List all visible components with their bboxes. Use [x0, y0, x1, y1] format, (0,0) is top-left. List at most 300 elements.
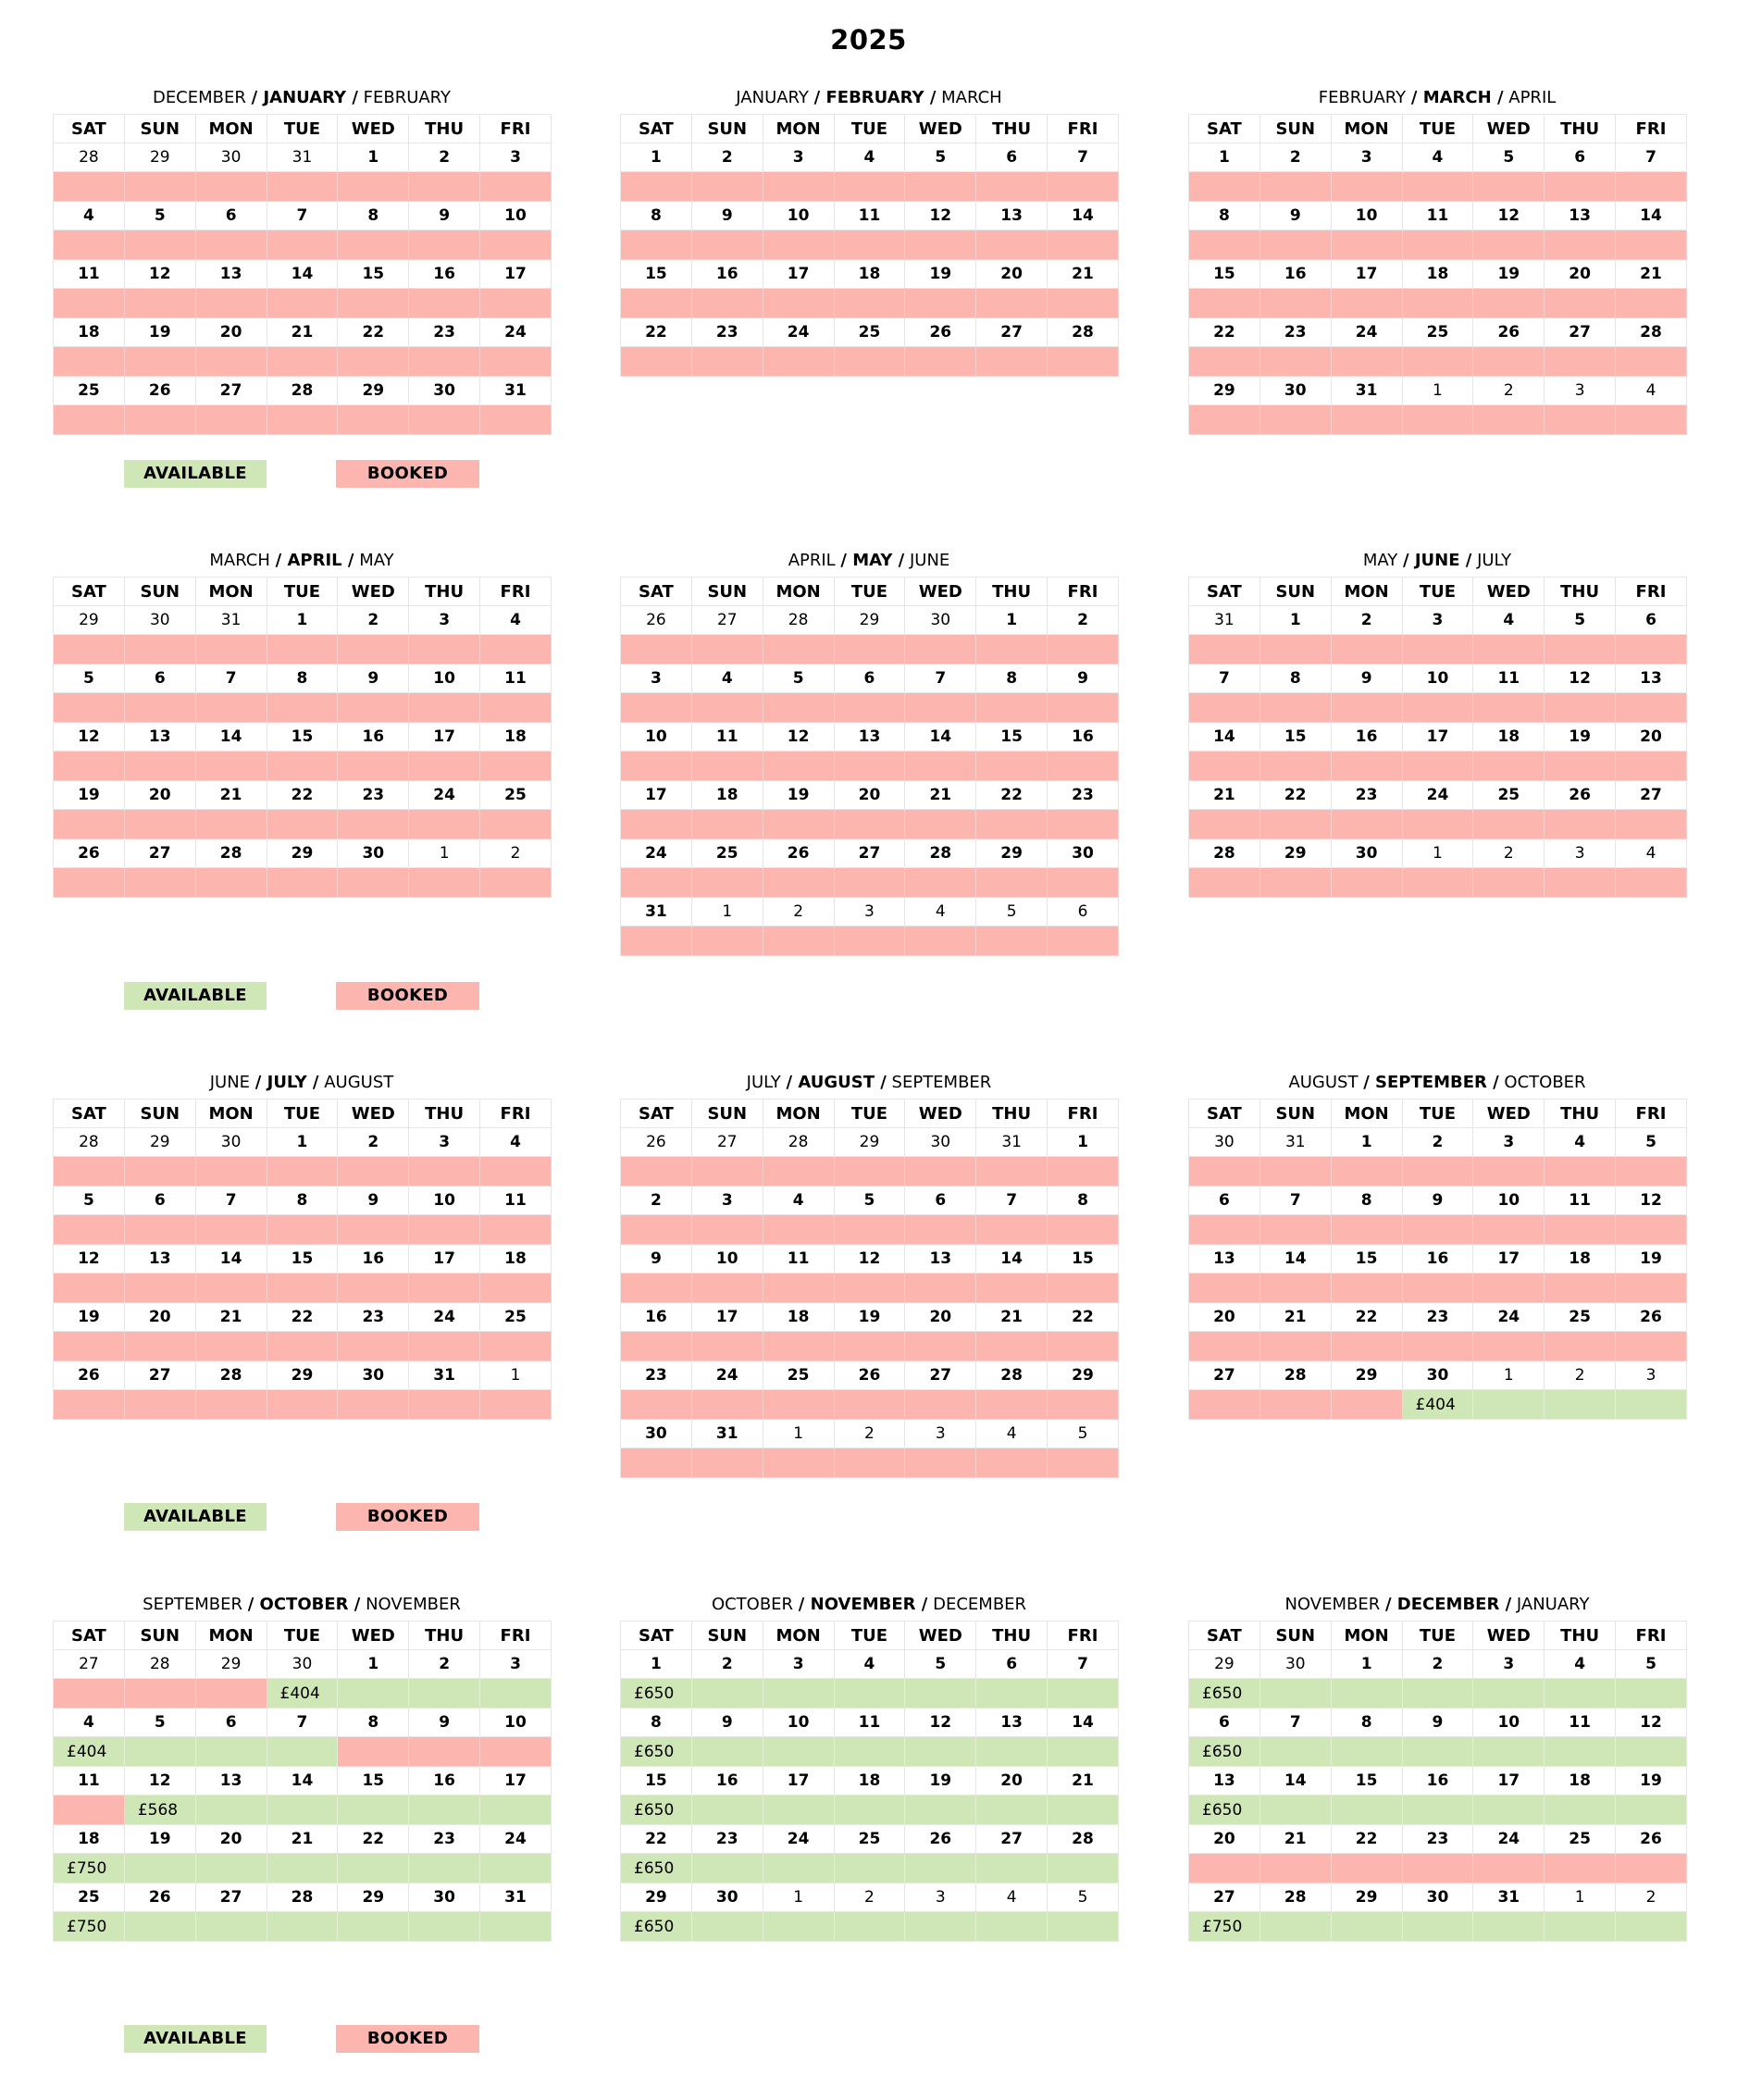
day-cell[interactable]: 20 [1189, 1303, 1260, 1332]
day-cell[interactable]: 9 [1048, 665, 1119, 693]
day-cell[interactable]: 28 [1048, 318, 1119, 347]
day-cell[interactable]: 17 [621, 781, 692, 810]
available-slot[interactable] [763, 1796, 835, 1825]
day-cell[interactable]: 26 [763, 839, 835, 868]
available-slot[interactable] [409, 1912, 480, 1942]
day-cell[interactable]: 17 [409, 723, 480, 752]
day-cell[interactable]: 25 [480, 781, 552, 810]
day-cell[interactable]: 12 [835, 1245, 906, 1274]
available-slot[interactable] [1332, 1679, 1403, 1709]
day-cell[interactable]: 2 [338, 606, 409, 635]
day-cell[interactable]: 19 [1616, 1245, 1687, 1274]
day-cell[interactable]: 1 [338, 143, 409, 172]
available-slot[interactable] [835, 1912, 906, 1942]
available-slot[interactable] [1189, 1679, 1260, 1709]
day-cell[interactable]: 13 [1616, 665, 1687, 693]
day-cell[interactable]: 3 [480, 143, 552, 172]
day-cell[interactable]: 29 [267, 1361, 339, 1390]
day-cell[interactable]: 12 [125, 260, 196, 289]
day-cell[interactable]: 30 [1048, 839, 1119, 868]
day-cell[interactable]: 17 [1403, 723, 1474, 752]
day-cell[interactable]: 20 [196, 1825, 267, 1854]
day-cell[interactable]: 8 [1189, 202, 1260, 230]
day-cell[interactable]: 26 [621, 1128, 692, 1157]
day-cell[interactable]: 22 [976, 781, 1048, 810]
day-cell[interactable]: 1 [338, 1650, 409, 1679]
day-cell[interactable]: 27 [1189, 1361, 1260, 1390]
day-cell[interactable]: 13 [835, 723, 906, 752]
day-cell[interactable]: 11 [1545, 1709, 1616, 1737]
available-slot[interactable] [267, 1854, 339, 1883]
day-cell[interactable]: 1 [1403, 839, 1474, 868]
available-slot[interactable] [1260, 1679, 1332, 1709]
day-cell[interactable]: 25 [763, 1361, 835, 1390]
day-cell[interactable]: 11 [480, 1187, 552, 1215]
day-cell[interactable]: 27 [125, 1361, 196, 1390]
day-cell[interactable]: 18 [54, 1825, 125, 1854]
day-cell[interactable]: 5 [54, 1187, 125, 1215]
available-slot[interactable] [1403, 1796, 1474, 1825]
day-cell[interactable]: 12 [905, 202, 976, 230]
day-cell[interactable]: 28 [54, 1128, 125, 1157]
day-cell[interactable]: 23 [1403, 1303, 1474, 1332]
day-cell[interactable]: 1 [763, 1420, 835, 1448]
day-cell[interactable]: 1 [1473, 1361, 1545, 1390]
day-cell[interactable]: 6 [1189, 1709, 1260, 1737]
day-cell[interactable]: 28 [1260, 1883, 1332, 1912]
available-slot[interactable] [621, 1796, 692, 1825]
day-cell[interactable]: 4 [1616, 839, 1687, 868]
day-cell[interactable]: 4 [1545, 1128, 1616, 1157]
day-cell[interactable]: 21 [267, 1825, 339, 1854]
day-cell[interactable]: 12 [1473, 202, 1545, 230]
day-cell[interactable]: 3 [1473, 1650, 1545, 1679]
day-cell[interactable]: 14 [1048, 202, 1119, 230]
day-cell[interactable]: 27 [976, 1825, 1048, 1854]
available-slot[interactable] [621, 1854, 692, 1883]
day-cell[interactable]: 21 [1048, 1767, 1119, 1796]
day-cell[interactable]: 30 [1332, 839, 1403, 868]
day-cell[interactable]: 16 [621, 1303, 692, 1332]
available-slot[interactable] [267, 1796, 339, 1825]
day-cell[interactable]: 1 [692, 898, 763, 926]
day-cell[interactable]: 2 [480, 839, 552, 868]
day-cell[interactable]: 3 [692, 1187, 763, 1215]
day-cell[interactable]: 26 [1545, 781, 1616, 810]
day-cell[interactable]: 14 [1260, 1767, 1332, 1796]
available-slot[interactable] [1545, 1679, 1616, 1709]
day-cell[interactable]: 25 [1473, 781, 1545, 810]
day-cell[interactable]: 5 [125, 202, 196, 230]
day-cell[interactable]: 11 [763, 1245, 835, 1274]
day-cell[interactable]: 5 [1473, 143, 1545, 172]
day-cell[interactable]: 16 [338, 723, 409, 752]
day-cell[interactable]: 1 [1403, 377, 1474, 405]
day-cell[interactable]: 5 [976, 898, 1048, 926]
day-cell[interactable]: 10 [480, 1709, 552, 1737]
available-slot[interactable] [480, 1679, 552, 1709]
day-cell[interactable]: 17 [480, 1767, 552, 1796]
available-slot[interactable] [267, 1737, 339, 1767]
day-cell[interactable]: 15 [976, 723, 1048, 752]
day-cell[interactable]: 3 [1545, 377, 1616, 405]
available-slot[interactable] [1260, 1912, 1332, 1942]
day-cell[interactable]: 2 [409, 1650, 480, 1679]
day-cell[interactable]: 9 [692, 1709, 763, 1737]
day-cell[interactable]: 5 [1048, 1883, 1119, 1912]
day-cell[interactable]: 4 [54, 1709, 125, 1737]
day-cell[interactable]: 28 [905, 839, 976, 868]
day-cell[interactable]: 4 [1403, 143, 1474, 172]
day-cell[interactable]: 9 [621, 1245, 692, 1274]
available-slot[interactable] [54, 1854, 125, 1883]
available-slot[interactable] [1473, 1912, 1545, 1942]
available-slot[interactable] [621, 1912, 692, 1942]
day-cell[interactable]: 31 [1260, 1128, 1332, 1157]
day-cell[interactable]: 19 [1616, 1767, 1687, 1796]
day-cell[interactable]: 20 [835, 781, 906, 810]
day-cell[interactable]: 17 [1473, 1767, 1545, 1796]
day-cell[interactable]: 14 [976, 1245, 1048, 1274]
day-cell[interactable]: 20 [976, 1767, 1048, 1796]
day-cell[interactable]: 2 [338, 1128, 409, 1157]
available-slot[interactable] [692, 1737, 763, 1767]
day-cell[interactable]: 26 [125, 377, 196, 405]
day-cell[interactable]: 2 [1403, 1650, 1474, 1679]
available-slot[interactable] [621, 1737, 692, 1767]
day-cell[interactable]: 28 [1260, 1361, 1332, 1390]
day-cell[interactable]: 8 [1048, 1187, 1119, 1215]
day-cell[interactable]: 7 [1048, 1650, 1119, 1679]
available-slot[interactable] [1473, 1390, 1545, 1420]
day-cell[interactable]: 21 [1260, 1303, 1332, 1332]
day-cell[interactable]: 13 [1545, 202, 1616, 230]
day-cell[interactable]: 4 [905, 898, 976, 926]
available-slot[interactable] [125, 1737, 196, 1767]
day-cell[interactable]: 29 [621, 1883, 692, 1912]
day-cell[interactable]: 27 [125, 839, 196, 868]
day-cell[interactable]: 1 [1048, 1128, 1119, 1157]
day-cell[interactable]: 1 [976, 606, 1048, 635]
day-cell[interactable]: 3 [621, 665, 692, 693]
day-cell[interactable]: 28 [1616, 318, 1687, 347]
available-slot[interactable] [1545, 1796, 1616, 1825]
day-cell[interactable]: 2 [409, 143, 480, 172]
day-cell[interactable]: 13 [196, 260, 267, 289]
day-cell[interactable]: 25 [54, 377, 125, 405]
available-slot[interactable] [196, 1796, 267, 1825]
day-cell[interactable]: 7 [1048, 143, 1119, 172]
day-cell[interactable]: 30 [1189, 1128, 1260, 1157]
available-slot[interactable] [1616, 1390, 1687, 1420]
day-cell[interactable]: 29 [267, 839, 339, 868]
day-cell[interactable]: 20 [196, 318, 267, 347]
day-cell[interactable]: 23 [1332, 781, 1403, 810]
day-cell[interactable]: 10 [1403, 665, 1474, 693]
available-slot[interactable] [480, 1912, 552, 1942]
available-slot[interactable] [125, 1912, 196, 1942]
day-cell[interactable]: 10 [409, 665, 480, 693]
day-cell[interactable]: 21 [1189, 781, 1260, 810]
day-cell[interactable]: 9 [1260, 202, 1332, 230]
day-cell[interactable]: 31 [196, 606, 267, 635]
day-cell[interactable]: 27 [1189, 1883, 1260, 1912]
day-cell[interactable]: 17 [1473, 1245, 1545, 1274]
day-cell[interactable]: 6 [1616, 606, 1687, 635]
day-cell[interactable]: 19 [905, 1767, 976, 1796]
day-cell[interactable]: 18 [835, 260, 906, 289]
day-cell[interactable]: 30 [409, 377, 480, 405]
day-cell[interactable]: 19 [905, 260, 976, 289]
available-slot[interactable] [1189, 1737, 1260, 1767]
day-cell[interactable]: 10 [409, 1187, 480, 1215]
day-cell[interactable]: 29 [1260, 839, 1332, 868]
available-slot[interactable] [409, 1854, 480, 1883]
day-cell[interactable]: 1 [267, 1128, 339, 1157]
day-cell[interactable]: 28 [267, 1883, 339, 1912]
day-cell[interactable]: 11 [692, 723, 763, 752]
day-cell[interactable]: 7 [1260, 1187, 1332, 1215]
day-cell[interactable]: 21 [267, 318, 339, 347]
day-cell[interactable]: 21 [976, 1303, 1048, 1332]
day-cell[interactable]: 8 [338, 202, 409, 230]
day-cell[interactable]: 10 [621, 723, 692, 752]
day-cell[interactable]: 25 [835, 318, 906, 347]
available-slot[interactable] [338, 1854, 409, 1883]
day-cell[interactable]: 16 [692, 260, 763, 289]
day-cell[interactable]: 4 [480, 606, 552, 635]
day-cell[interactable]: 18 [1545, 1245, 1616, 1274]
available-slot[interactable] [338, 1679, 409, 1709]
day-cell[interactable]: 18 [763, 1303, 835, 1332]
day-cell[interactable]: 26 [621, 606, 692, 635]
day-cell[interactable]: 17 [1332, 260, 1403, 289]
day-cell[interactable]: 19 [54, 1303, 125, 1332]
available-slot[interactable] [267, 1679, 339, 1709]
day-cell[interactable]: 1 [1189, 143, 1260, 172]
day-cell[interactable]: 2 [835, 1420, 906, 1448]
day-cell[interactable]: 27 [692, 606, 763, 635]
day-cell[interactable]: 29 [1332, 1361, 1403, 1390]
available-slot[interactable] [1545, 1912, 1616, 1942]
available-slot[interactable] [1403, 1679, 1474, 1709]
day-cell[interactable]: 31 [480, 377, 552, 405]
day-cell[interactable]: 21 [196, 781, 267, 810]
day-cell[interactable]: 27 [835, 839, 906, 868]
day-cell[interactable]: 18 [835, 1767, 906, 1796]
day-cell[interactable]: 13 [1189, 1245, 1260, 1274]
day-cell[interactable]: 20 [125, 781, 196, 810]
day-cell[interactable]: 23 [409, 318, 480, 347]
day-cell[interactable]: 10 [763, 1709, 835, 1737]
day-cell[interactable]: 7 [267, 202, 339, 230]
day-cell[interactable]: 29 [1048, 1361, 1119, 1390]
day-cell[interactable]: 8 [621, 202, 692, 230]
day-cell[interactable]: 23 [338, 781, 409, 810]
day-cell[interactable]: 30 [905, 1128, 976, 1157]
day-cell[interactable]: 30 [1260, 1650, 1332, 1679]
available-slot[interactable] [1048, 1737, 1119, 1767]
day-cell[interactable]: 9 [409, 202, 480, 230]
day-cell[interactable]: 13 [125, 723, 196, 752]
available-slot[interactable] [1545, 1737, 1616, 1767]
day-cell[interactable]: 30 [692, 1883, 763, 1912]
day-cell[interactable]: 26 [1616, 1303, 1687, 1332]
day-cell[interactable]: 12 [54, 723, 125, 752]
day-cell[interactable]: 9 [692, 202, 763, 230]
available-slot[interactable] [1048, 1679, 1119, 1709]
day-cell[interactable]: 14 [196, 1245, 267, 1274]
day-cell[interactable]: 2 [1332, 606, 1403, 635]
day-cell[interactable]: 11 [835, 202, 906, 230]
day-cell[interactable]: 25 [1545, 1303, 1616, 1332]
day-cell[interactable]: 16 [409, 260, 480, 289]
day-cell[interactable]: 14 [1616, 202, 1687, 230]
day-cell[interactable]: 2 [692, 143, 763, 172]
day-cell[interactable]: 2 [763, 898, 835, 926]
day-cell[interactable]: 9 [338, 1187, 409, 1215]
day-cell[interactable]: 6 [125, 1187, 196, 1215]
day-cell[interactable]: 7 [1260, 1709, 1332, 1737]
day-cell[interactable]: 29 [1332, 1883, 1403, 1912]
day-cell[interactable]: 31 [692, 1420, 763, 1448]
day-cell[interactable]: 4 [1545, 1650, 1616, 1679]
day-cell[interactable]: 27 [54, 1650, 125, 1679]
day-cell[interactable]: 26 [54, 1361, 125, 1390]
day-cell[interactable]: 13 [905, 1245, 976, 1274]
day-cell[interactable]: 6 [835, 665, 906, 693]
day-cell[interactable]: 13 [976, 202, 1048, 230]
day-cell[interactable]: 13 [1189, 1767, 1260, 1796]
available-slot[interactable] [692, 1912, 763, 1942]
day-cell[interactable]: 7 [976, 1187, 1048, 1215]
day-cell[interactable]: 24 [480, 318, 552, 347]
day-cell[interactable]: 17 [692, 1303, 763, 1332]
available-slot[interactable] [1616, 1679, 1687, 1709]
day-cell[interactable]: 28 [1189, 839, 1260, 868]
day-cell[interactable]: 5 [1616, 1650, 1687, 1679]
day-cell[interactable]: 30 [196, 1128, 267, 1157]
day-cell[interactable]: 1 [1260, 606, 1332, 635]
day-cell[interactable]: 17 [409, 1245, 480, 1274]
available-slot[interactable] [835, 1737, 906, 1767]
day-cell[interactable]: 27 [1616, 781, 1687, 810]
available-slot[interactable] [905, 1854, 976, 1883]
day-cell[interactable]: 27 [196, 377, 267, 405]
day-cell[interactable]: 5 [835, 1187, 906, 1215]
day-cell[interactable]: 2 [1403, 1128, 1474, 1157]
day-cell[interactable]: 22 [1332, 1303, 1403, 1332]
available-slot[interactable] [409, 1679, 480, 1709]
available-slot[interactable] [835, 1796, 906, 1825]
day-cell[interactable]: 30 [905, 606, 976, 635]
day-cell[interactable]: 18 [692, 781, 763, 810]
available-slot[interactable] [196, 1737, 267, 1767]
day-cell[interactable]: 31 [1189, 606, 1260, 635]
day-cell[interactable]: 8 [338, 1709, 409, 1737]
day-cell[interactable]: 2 [1545, 1361, 1616, 1390]
available-slot[interactable] [1616, 1912, 1687, 1942]
available-slot[interactable] [976, 1679, 1048, 1709]
available-slot[interactable] [905, 1912, 976, 1942]
day-cell[interactable]: 1 [763, 1883, 835, 1912]
day-cell[interactable]: 16 [1403, 1245, 1474, 1274]
available-slot[interactable] [763, 1854, 835, 1883]
day-cell[interactable]: 26 [125, 1883, 196, 1912]
day-cell[interactable]: 30 [409, 1883, 480, 1912]
day-cell[interactable]: 27 [196, 1883, 267, 1912]
day-cell[interactable]: 30 [196, 143, 267, 172]
day-cell[interactable]: 14 [905, 723, 976, 752]
day-cell[interactable]: 12 [1616, 1709, 1687, 1737]
day-cell[interactable]: 10 [1332, 202, 1403, 230]
day-cell[interactable]: 15 [1260, 723, 1332, 752]
day-cell[interactable]: 22 [1332, 1825, 1403, 1854]
day-cell[interactable]: 26 [905, 318, 976, 347]
day-cell[interactable]: 25 [1403, 318, 1474, 347]
day-cell[interactable]: 18 [54, 318, 125, 347]
day-cell[interactable]: 4 [763, 1187, 835, 1215]
day-cell[interactable]: 19 [125, 318, 196, 347]
day-cell[interactable]: 15 [1189, 260, 1260, 289]
day-cell[interactable]: 29 [125, 1128, 196, 1157]
day-cell[interactable]: 24 [763, 318, 835, 347]
available-slot[interactable] [1473, 1679, 1545, 1709]
day-cell[interactable]: 6 [905, 1187, 976, 1215]
available-slot[interactable] [1473, 1737, 1545, 1767]
day-cell[interactable]: 17 [763, 1767, 835, 1796]
day-cell[interactable]: 9 [1403, 1709, 1474, 1737]
day-cell[interactable]: 8 [621, 1709, 692, 1737]
day-cell[interactable]: 6 [196, 1709, 267, 1737]
day-cell[interactable]: 16 [1332, 723, 1403, 752]
day-cell[interactable]: 14 [1189, 723, 1260, 752]
day-cell[interactable]: 11 [54, 260, 125, 289]
day-cell[interactable]: 29 [338, 1883, 409, 1912]
day-cell[interactable]: 3 [1545, 839, 1616, 868]
day-cell[interactable]: 20 [976, 260, 1048, 289]
day-cell[interactable]: 17 [480, 260, 552, 289]
day-cell[interactable]: 31 [976, 1128, 1048, 1157]
day-cell[interactable]: 1 [1332, 1650, 1403, 1679]
day-cell[interactable]: 28 [1048, 1825, 1119, 1854]
available-slot[interactable] [905, 1737, 976, 1767]
day-cell[interactable]: 22 [267, 1303, 339, 1332]
day-cell[interactable]: 25 [692, 839, 763, 868]
day-cell[interactable]: 16 [338, 1245, 409, 1274]
day-cell[interactable]: 4 [835, 143, 906, 172]
day-cell[interactable]: 31 [1473, 1883, 1545, 1912]
day-cell[interactable]: 25 [480, 1303, 552, 1332]
day-cell[interactable]: 6 [976, 1650, 1048, 1679]
day-cell[interactable]: 8 [267, 665, 339, 693]
available-slot[interactable] [409, 1796, 480, 1825]
available-slot[interactable] [338, 1796, 409, 1825]
available-slot[interactable] [692, 1796, 763, 1825]
day-cell[interactable]: 24 [409, 1303, 480, 1332]
day-cell[interactable]: 3 [763, 143, 835, 172]
day-cell[interactable]: 24 [621, 839, 692, 868]
day-cell[interactable]: 4 [835, 1650, 906, 1679]
day-cell[interactable]: 8 [976, 665, 1048, 693]
available-slot[interactable] [196, 1854, 267, 1883]
day-cell[interactable]: 3 [1616, 1361, 1687, 1390]
day-cell[interactable]: 27 [692, 1128, 763, 1157]
day-cell[interactable]: 4 [480, 1128, 552, 1157]
day-cell[interactable]: 7 [196, 665, 267, 693]
day-cell[interactable]: 11 [1545, 1187, 1616, 1215]
day-cell[interactable]: 30 [621, 1420, 692, 1448]
